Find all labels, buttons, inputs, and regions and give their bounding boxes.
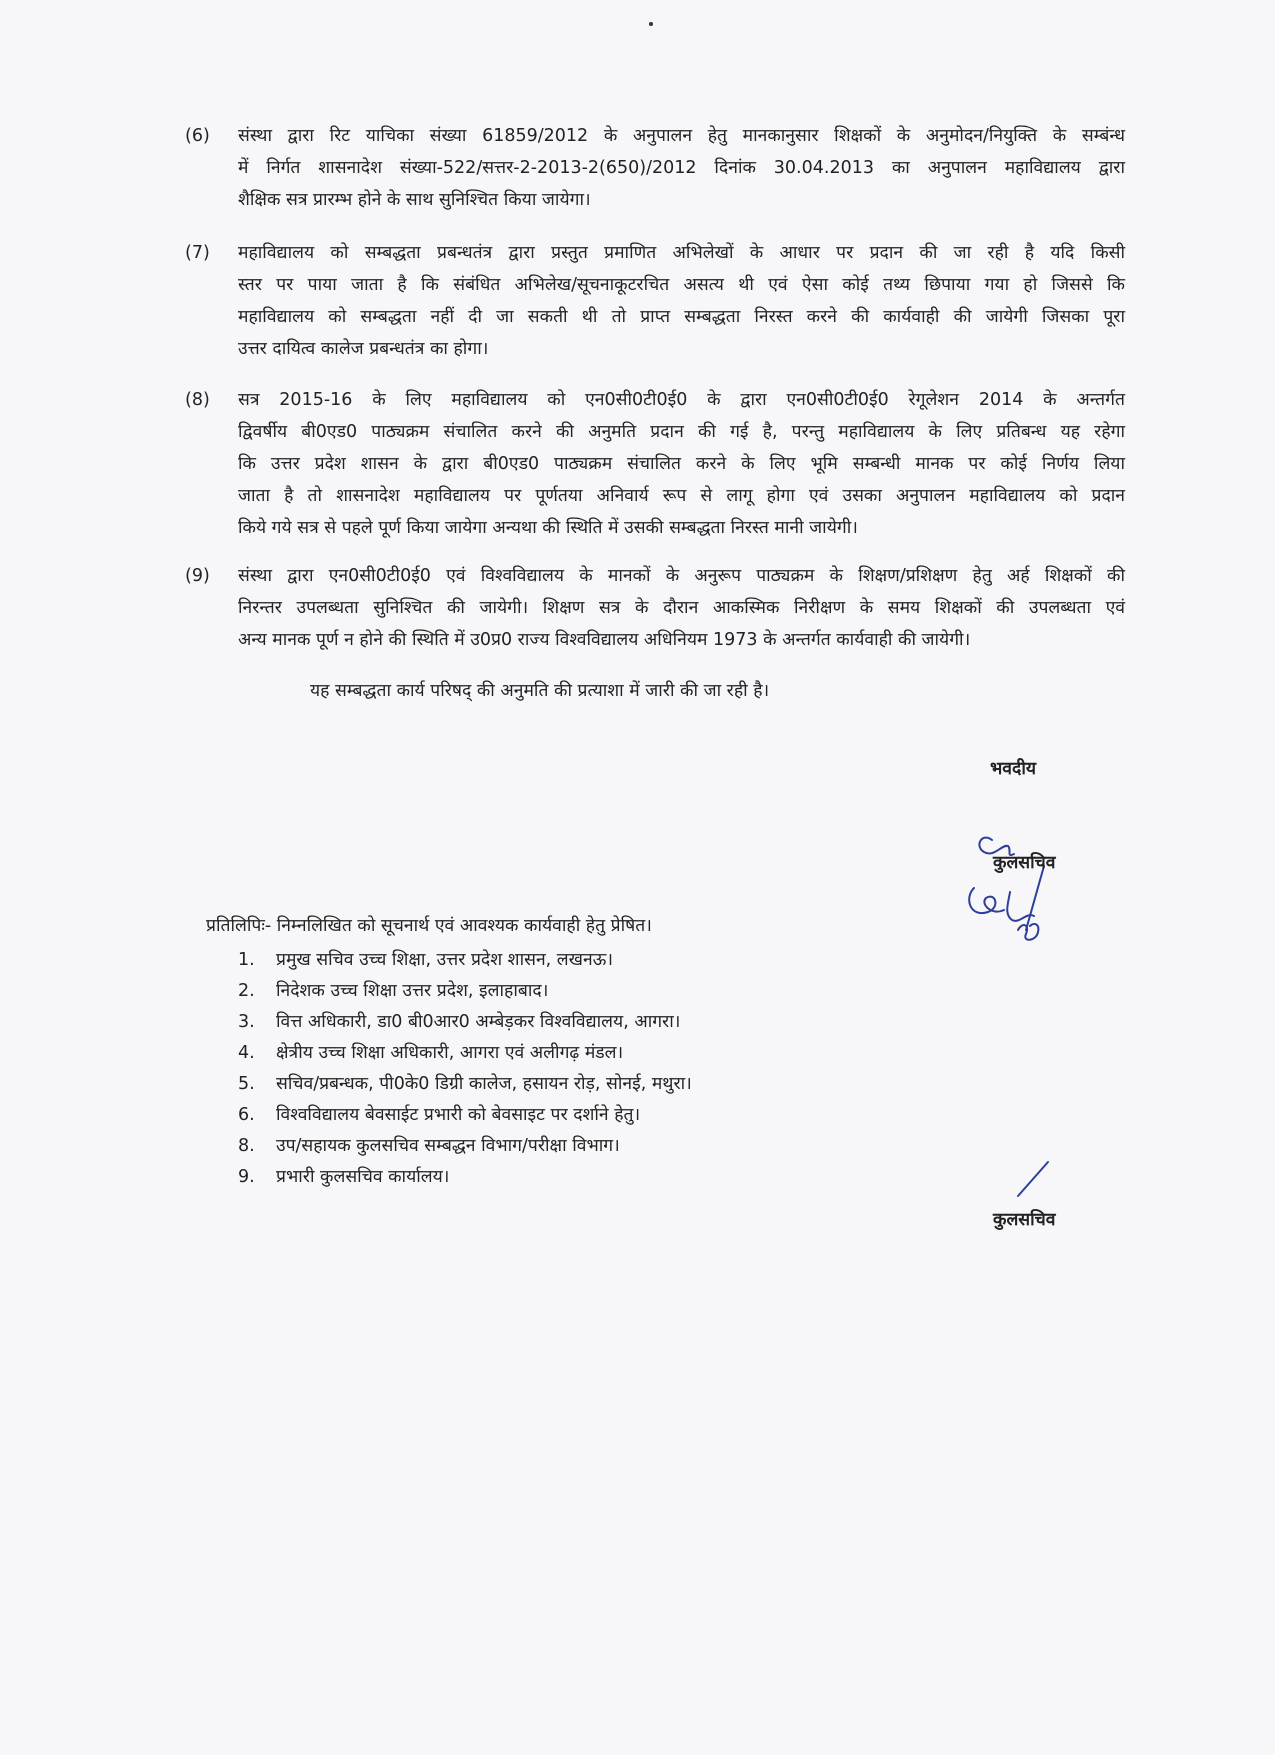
list-item [238,976,692,1007]
copy-to-list [238,945,692,1193]
list-number: 9. [238,1167,255,1187]
text-line: स्तर पर पाया जाता है कि संबंधित अभिलेख/सूचनाकूटरचित असत्य थी एवं ऐसा कोई तथ्य छिपाया गया हो जिससे कि [238,275,1125,295]
point-text [238,560,1125,656]
text-line: में निर्गत शासनादेश संख्या-522/सत्तर-2-2013-2(650)/2012 दिनांक 30.04.2013 का अनुपालन महाविद्यालय द्वारा [238,158,1125,178]
copy-to-heading: प्रतिलिपिः- निम्नलिखित को सूचनार्थ एवं आवश्यक कार्यवाही हेतु प्रेषित। [206,916,652,936]
point-number: (9) [185,566,210,586]
list-number: 6. [238,1105,255,1125]
list-number: 2. [238,981,255,1001]
list-item [238,1038,692,1069]
text-line: द्विवर्षीय बी0एड0 पाठ्यक्रम संचालित करने की अनुमति प्रदान की गई है, परन्तु महाविद्यालय के लिए प्रतिबन्ध यह रहेगा [238,422,1125,442]
point-text [238,120,1125,216]
list-number: 3. [238,1012,255,1032]
point-number: (7) [185,243,210,263]
scan-mark [649,22,653,26]
list-number: 8. [238,1136,255,1156]
list-text: वित्त अधिकारी, डा0 बी0आर0 अम्बेड़कर विश्वविद्यालय, आगरा। [276,1012,681,1032]
list-number: 1. [238,950,255,970]
list-item [238,1100,692,1131]
list-item [238,1007,692,1038]
point-text [238,237,1125,365]
list-item [238,1131,692,1162]
signature [960,826,1060,950]
point-number: (6) [185,126,210,146]
provisional-note: यह सम्बद्धता कार्य परिषद् की अनुमति की प्रत्याशा में जारी की जा रही है। [310,681,770,701]
list-text: निदेशक उच्च शिक्षा उत्तर प्रदेश, इलाहाबाद। [276,981,549,1001]
list-text: विश्वविद्यालय बेवसाईट प्रभारी को बेवसाइट पर दर्शाने हेतु। [276,1105,641,1125]
text-line: महाविद्यालय को सम्बद्धता प्रबन्धतंत्र द्वारा प्रस्तुत प्रमाणित अभिलेखों के आधार पर प्रदान की जा रही है यदि किसी [238,243,1125,263]
point-number: (8) [185,390,210,410]
text-line: किये गये सत्र से पहले पूर्ण किया जायेगा अन्यथा की स्थिति में उसकी सम्बद्धता निरस्त मानी जायेगी। [238,518,858,538]
text-line: शैक्षिक सत्र प्रारम्भ होने के साथ सुनिश्चित किया जायेगा। [238,190,591,210]
list-number: 4. [238,1043,255,1063]
list-item [238,1069,692,1100]
text-line: संस्था द्वारा रिट याचिका संख्या 61859/2012 के अनुपालन हेतु मानकानुसार शिक्षकों के अनुमोदन/नियुक्ति के सम्बंन्ध [238,126,1125,146]
point-text [238,384,1125,544]
registrar-designation: कुलसचिव [993,853,1056,873]
list-text: उप/सहायक कुलसचिव सम्बद्धन विभाग/परीक्षा विभाग। [276,1136,620,1156]
text-line: निरन्तर उपलब्धता सुनिश्चित की जायेगी। शिक्षण सत्र के दौरान आकस्मिक निरीक्षण के समय शिक्षकों की उपलब्धता एवं [238,598,1125,618]
salutation: भवदीय [990,759,1037,779]
list-item [238,1162,692,1193]
list-text: प्रभारी कुलसचिव कार्यालय। [276,1167,450,1187]
text-line: कि उत्तर प्रदेश शासन के द्वारा बी0एड0 पाठ्यक्रम संचालित करने के लिए भूमि सम्बन्धी मानक पर कोई निर्णय लिया [238,454,1125,474]
copy-registrar-designation: कुलसचिव [993,1210,1056,1230]
initial-mark [1012,1158,1052,1202]
text-line: उत्तर दायित्व कालेज प्रबन्धतंत्र का होगा। [238,339,489,359]
list-number: 5. [238,1074,255,1094]
text-line: महाविद्यालय को सम्बद्धता नहीं दी जा सकती थी तो प्राप्त सम्बद्धता निरस्त करने की कार्यवाही की जायेगी जिसका पूरा [238,307,1125,327]
list-text: क्षेत्रीय उच्च शिक्षा अधिकारी, आगरा एवं अलीगढ़ मंडल। [276,1043,624,1063]
list-item [238,945,692,976]
list-text: प्रमुख सचिव उच्च शिक्षा, उत्तर प्रदेश शासन, लखनऊ। [276,950,614,970]
text-line: सत्र 2015-16 के लिए महाविद्यालय को एन0सी0टी0ई0 के द्वारा एन0सी0टी0ई0 रेगूलेशन 2014 के अन्तर्गत [238,390,1125,410]
list-text: सचिव/प्रबन्धक, पी0के0 डिग्री कालेज, हसायन रोड़, सोनई, मथुरा। [276,1074,692,1094]
text-line: अन्य मानक पूर्ण न होने की स्थिति में उ0प्र0 राज्य विश्वविद्यालय अधिनियम 1973 के अन्तर्गत कार्यवाही की जायेगी। [238,630,971,650]
text-line: संस्था द्वारा एन0सी0टी0ई0 एवं विश्वविद्यालय के मानकों के अनुरूप पाठ्यक्रम के शिक्षण/प्रशिक्षण हेतु अर्ह शिक्षकों की [238,566,1125,586]
text-line: जाता है तो शासनादेश महाविद्यालय पर पूर्णतया अनिवार्य रूप से लागू होगा एवं उसका अनुपालन महाविद्यालय को प्रदान [238,486,1125,506]
